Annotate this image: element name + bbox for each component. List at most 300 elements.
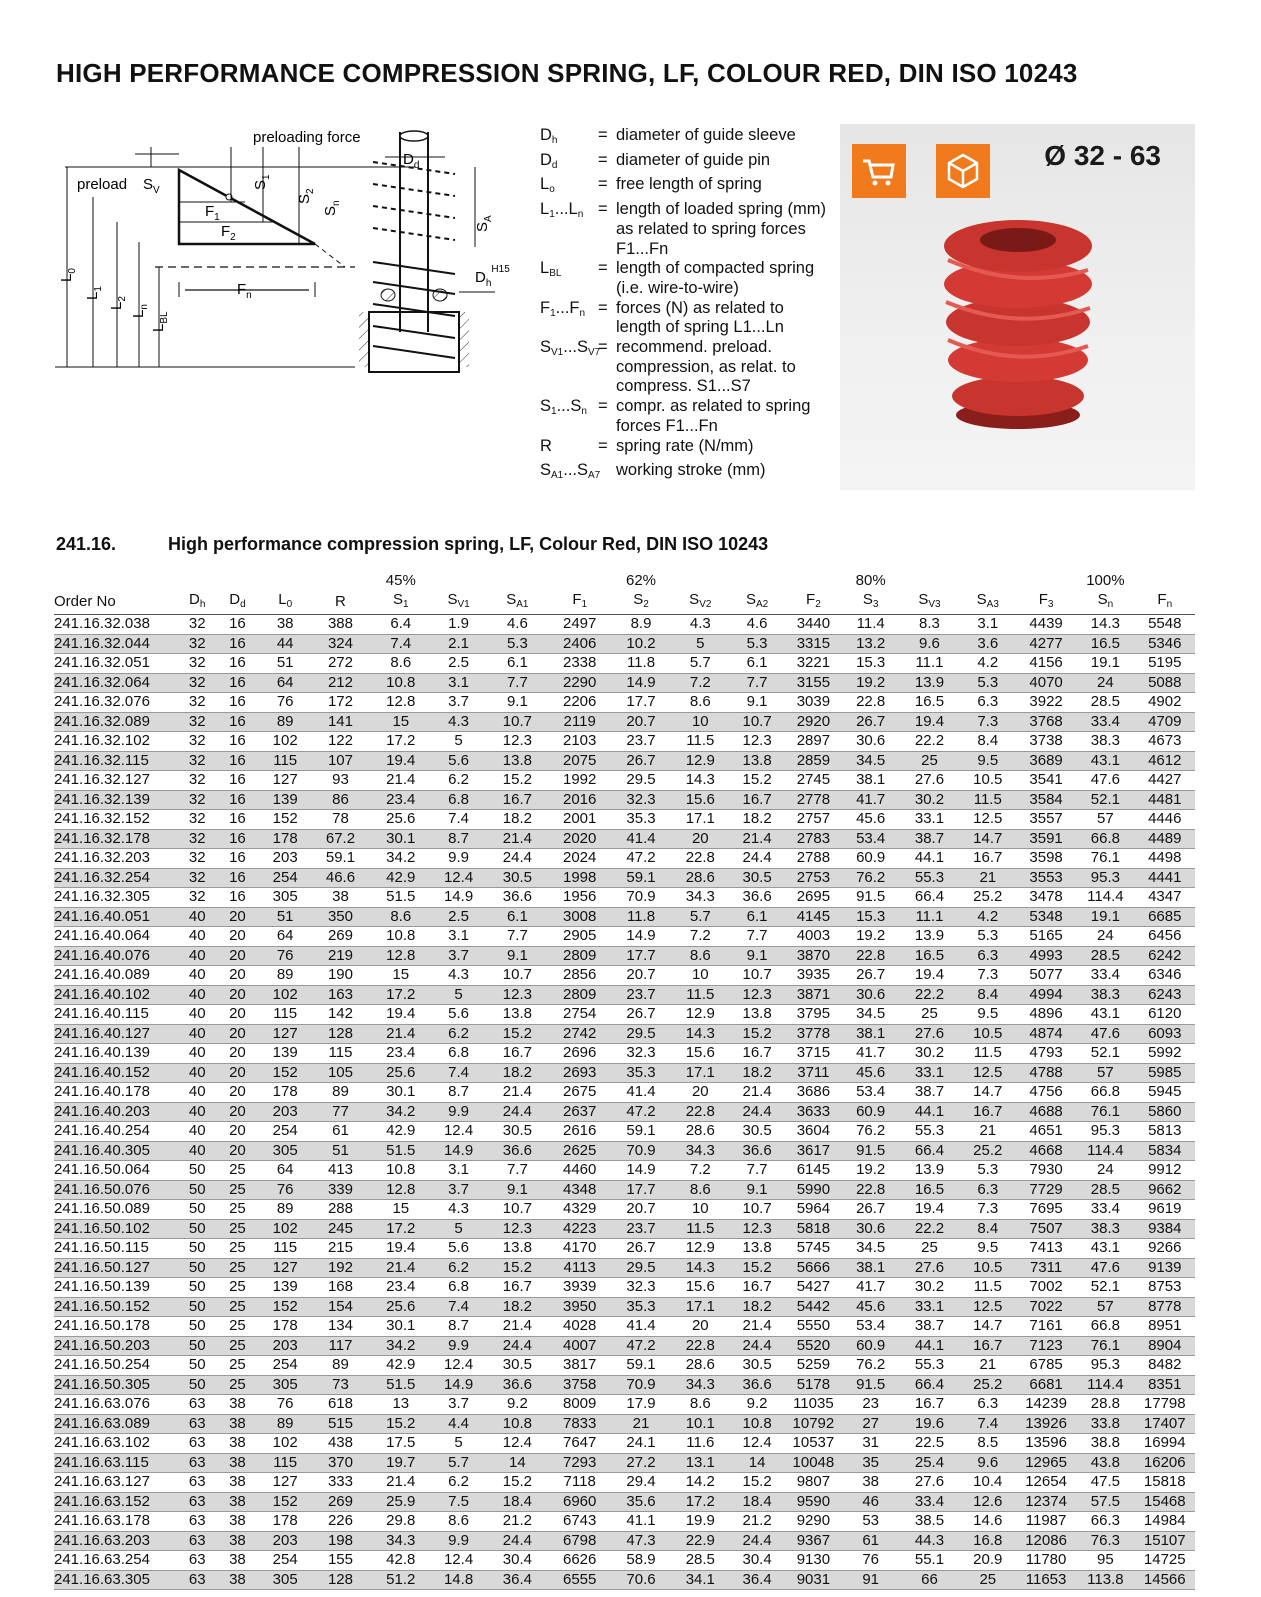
table-row xyxy=(54,985,1195,1005)
table-cell: 40 xyxy=(180,1122,215,1142)
table-cell: 12.8 xyxy=(371,946,431,966)
order-number-cell: 241.16.32.064 xyxy=(54,673,180,693)
table-cell: 2675 xyxy=(549,1083,611,1103)
table-cell: 2.5 xyxy=(431,907,486,927)
table-cell: 3922 xyxy=(1016,693,1076,713)
table-cell: 4489 xyxy=(1135,829,1195,849)
order-number-cell: 241.16.32.115 xyxy=(54,751,180,771)
table-cell: 38.1 xyxy=(842,771,899,791)
percent-header: 62% xyxy=(625,572,657,589)
table-cell: 20 xyxy=(215,985,260,1005)
table-cell: 20 xyxy=(215,966,260,986)
table-cell: 3155 xyxy=(785,673,842,693)
table-cell: 21.2 xyxy=(729,1512,784,1532)
table-cell: 25.2 xyxy=(960,1141,1016,1161)
order-number-cell: 241.16.32.254 xyxy=(54,868,180,888)
table-cell: 13.8 xyxy=(729,1239,784,1259)
table-cell: 9.5 xyxy=(960,1005,1016,1025)
table-cell: 4145 xyxy=(785,907,842,927)
table-cell: 30.1 xyxy=(371,829,431,849)
table-cell: 3.7 xyxy=(431,693,486,713)
table-cell: 4156 xyxy=(1016,654,1076,674)
table-cell: 5.3 xyxy=(486,634,548,654)
table-cell: 26.7 xyxy=(842,1200,899,1220)
table-cell: 25.4 xyxy=(899,1453,959,1473)
table-cell: 24 xyxy=(1076,927,1134,947)
table-cell: 53 xyxy=(842,1512,899,1532)
table-cell: 42.9 xyxy=(371,1356,431,1376)
table-row xyxy=(54,1297,1195,1317)
table-cell: 8.4 xyxy=(960,732,1016,752)
table-cell: 63 xyxy=(180,1395,215,1415)
table-cell: 5 xyxy=(431,1434,486,1454)
table-cell: 27.6 xyxy=(899,771,959,791)
percent-header xyxy=(431,572,486,591)
table-cell: 4113 xyxy=(549,1258,611,1278)
table-cell: 17407 xyxy=(1135,1414,1195,1434)
table-cell: 38.8 xyxy=(1076,1434,1134,1454)
table-cell: 8753 xyxy=(1135,1278,1195,1298)
table-cell: 51 xyxy=(260,654,310,674)
table-cell: 5.6 xyxy=(431,1239,486,1259)
table-cell: 9807 xyxy=(785,1473,842,1493)
table-row xyxy=(54,1161,1195,1181)
table-cell: 18.4 xyxy=(486,1492,548,1512)
table-cell: 25 xyxy=(215,1317,260,1337)
column-header: $S_3$ xyxy=(842,591,899,615)
table-cell: 2497 xyxy=(549,615,611,635)
table-cell: 20 xyxy=(215,1102,260,1122)
table-cell: 8.7 xyxy=(431,1083,486,1103)
table-cell: 25.2 xyxy=(960,888,1016,908)
table-cell: 76 xyxy=(842,1551,899,1571)
table-cell: 16.5 xyxy=(1076,634,1134,654)
section-code: 241.16. xyxy=(56,534,117,554)
table-cell: 7.7 xyxy=(486,927,548,947)
table-cell: 63 xyxy=(180,1414,215,1434)
table-cell: 21 xyxy=(960,1122,1016,1142)
table-cell: 66.4 xyxy=(899,888,959,908)
table-cell: 28.5 xyxy=(1076,693,1134,713)
table-cell: 3604 xyxy=(785,1122,842,1142)
table-cell: 5 xyxy=(431,985,486,1005)
table-cell: 269 xyxy=(310,1492,370,1512)
table-cell: 305 xyxy=(260,1141,310,1161)
table-cell: 6346 xyxy=(1135,966,1195,986)
table-cell: 38 xyxy=(215,1492,260,1512)
table-cell: 33.4 xyxy=(1076,1200,1134,1220)
table-cell: 29.5 xyxy=(611,1258,671,1278)
table-cell: 13.9 xyxy=(899,1161,959,1181)
table-row xyxy=(54,927,1195,947)
table-cell: 7.3 xyxy=(960,966,1016,986)
table-cell: 2859 xyxy=(785,751,842,771)
table-cell: 40 xyxy=(180,907,215,927)
table-cell: 139 xyxy=(260,790,310,810)
percent-header xyxy=(215,572,260,591)
table-cell: 16.7 xyxy=(899,1395,959,1415)
table-cell: 8.6 xyxy=(671,1180,729,1200)
order-number-cell: 241.16.50.178 xyxy=(54,1317,180,1337)
table-row xyxy=(54,888,1195,908)
table-cell: 127 xyxy=(260,1473,310,1493)
table-cell: 2754 xyxy=(549,1005,611,1025)
table-cell: 21.4 xyxy=(371,771,431,791)
table-row xyxy=(54,1551,1195,1571)
order-number-cell: 241.16.63.102 xyxy=(54,1434,180,1454)
spring-data-table xyxy=(54,572,1195,1590)
table-cell: 3738 xyxy=(1016,732,1076,752)
table-cell: 6.2 xyxy=(431,771,486,791)
table-cell: 3221 xyxy=(785,654,842,674)
table-cell: 12.5 xyxy=(960,1063,1016,1083)
table-cell: 66.8 xyxy=(1076,829,1134,849)
3d-cube-icon[interactable] xyxy=(936,144,990,198)
table-cell: 10048 xyxy=(785,1453,842,1473)
shopping-cart-icon[interactable] xyxy=(852,144,906,198)
table-cell: 50 xyxy=(180,1161,215,1181)
table-cell: 3778 xyxy=(785,1024,842,1044)
table-cell: 178 xyxy=(260,1317,310,1337)
table-cell: 6.1 xyxy=(729,654,784,674)
table-row xyxy=(54,1473,1195,1493)
table-cell: 128 xyxy=(310,1024,370,1044)
table-cell: 215 xyxy=(310,1239,370,1259)
table-cell: 3.1 xyxy=(431,1161,486,1181)
table-cell: 4460 xyxy=(549,1161,611,1181)
table-cell: 38.7 xyxy=(899,1083,959,1103)
table-row xyxy=(54,1219,1195,1239)
table-cell: 22.9 xyxy=(671,1531,729,1551)
table-cell: 3541 xyxy=(1016,771,1076,791)
table-cell: 91.5 xyxy=(842,1141,899,1161)
table-cell: 13.8 xyxy=(486,751,548,771)
legend-row: $L_{BL}$ = length of compacted spring (i.e. wire-to-wire) xyxy=(540,259,830,298)
table-cell: 15107 xyxy=(1135,1531,1195,1551)
table-cell: 55.1 xyxy=(899,1551,959,1571)
table-cell: 12.4 xyxy=(431,1122,486,1142)
table-cell: 11.8 xyxy=(611,654,671,674)
table-cell: 13.1 xyxy=(671,1453,729,1473)
table-cell: 15.2 xyxy=(729,771,784,791)
table-cell: 22.8 xyxy=(842,1180,899,1200)
table-cell: 6145 xyxy=(785,1161,842,1181)
table-cell: 28.8 xyxy=(1076,1395,1134,1415)
column-header: $F_2$ xyxy=(785,591,842,615)
table-cell: 192 xyxy=(310,1258,370,1278)
table-cell: 57 xyxy=(1076,810,1134,830)
table-cell: 57 xyxy=(1076,1297,1134,1317)
symbol-legend xyxy=(540,126,830,486)
table-cell: 30.5 xyxy=(729,1122,784,1142)
order-number-cell: 241.16.40.127 xyxy=(54,1024,180,1044)
table-cell: 115 xyxy=(260,1453,310,1473)
table-cell: 7507 xyxy=(1016,1219,1076,1239)
table-cell: 33.1 xyxy=(899,1297,959,1317)
table-row xyxy=(54,693,1195,713)
table-cell: 13926 xyxy=(1016,1414,1076,1434)
table-cell: 12.3 xyxy=(486,1219,548,1239)
table-cell: 27 xyxy=(842,1414,899,1434)
table-cell: 20 xyxy=(215,927,260,947)
table-cell: 5745 xyxy=(785,1239,842,1259)
table-row xyxy=(54,868,1195,888)
table-cell: 25 xyxy=(215,1239,260,1259)
table-cell: 8482 xyxy=(1135,1356,1195,1376)
table-cell: 3478 xyxy=(1016,888,1076,908)
table-cell: 305 xyxy=(260,888,310,908)
table-cell: 38 xyxy=(310,888,370,908)
table-cell: 3.7 xyxy=(431,946,486,966)
table-cell: 127 xyxy=(260,771,310,791)
table-cell: 28.6 xyxy=(671,1356,729,1376)
table-cell: 9.9 xyxy=(431,1102,486,1122)
legend-row: $S_1...S_n$ = compr. as related to spring forces F1...Fn xyxy=(540,397,830,436)
table-cell: 30.6 xyxy=(842,1219,899,1239)
table-cell: 27.6 xyxy=(899,1024,959,1044)
table-cell: 13.8 xyxy=(729,1005,784,1025)
table-cell: 29.5 xyxy=(611,1024,671,1044)
table-cell: 16 xyxy=(215,790,260,810)
table-cell: 7.2 xyxy=(671,673,729,693)
table-cell: 7293 xyxy=(549,1453,611,1473)
percent-header xyxy=(899,572,959,591)
order-number-cell: 241.16.63.127 xyxy=(54,1473,180,1493)
table-cell: 51 xyxy=(310,1141,370,1161)
table-cell: 18.2 xyxy=(729,1297,784,1317)
table-cell: 15.6 xyxy=(671,1044,729,1064)
table-cell: 5.3 xyxy=(960,927,1016,947)
table-cell: 4788 xyxy=(1016,1063,1076,1083)
table-cell: 172 xyxy=(310,693,370,713)
order-number-cell: 241.16.32.089 xyxy=(54,712,180,732)
table-cell: 3715 xyxy=(785,1044,842,1064)
table-cell: 41.4 xyxy=(611,1317,671,1337)
legend-text: recommend. preload. compression, as relat. to compress. S1...S7 xyxy=(616,338,796,396)
table-cell: 60.9 xyxy=(842,849,899,869)
table-cell: 14.8 xyxy=(431,1570,486,1590)
table-cell: 7.2 xyxy=(671,927,729,947)
table-cell: 11.8 xyxy=(611,907,671,927)
table-cell: 7.7 xyxy=(486,673,548,693)
table-cell: 16.7 xyxy=(729,1044,784,1064)
table-cell: 53.4 xyxy=(842,1317,899,1337)
table-cell: 12.3 xyxy=(729,985,784,1005)
order-number-cell: 241.16.50.064 xyxy=(54,1161,180,1181)
table-cell: 25.6 xyxy=(371,810,431,830)
table-cell: 190 xyxy=(310,966,370,986)
table-cell: 24 xyxy=(1076,1161,1134,1181)
table-cell: 43.1 xyxy=(1076,1239,1134,1259)
table-cell: 2753 xyxy=(785,868,842,888)
table-cell: 4481 xyxy=(1135,790,1195,810)
table-cell: 127 xyxy=(260,1258,310,1278)
table-cell: 15.2 xyxy=(371,1414,431,1434)
table-cell: 50 xyxy=(180,1356,215,1376)
table-cell: 76 xyxy=(260,1180,310,1200)
table-cell: 52.1 xyxy=(1076,790,1134,810)
column-header: $S_1$ xyxy=(371,591,431,615)
table-cell: 91.5 xyxy=(842,1375,899,1395)
table-cell: 350 xyxy=(310,907,370,927)
table-cell: 73 xyxy=(310,1375,370,1395)
table-cell: 51.5 xyxy=(371,1141,431,1161)
table-cell: 13 xyxy=(371,1395,431,1415)
table-cell: 76 xyxy=(260,946,310,966)
table-cell: 305 xyxy=(260,1375,310,1395)
table-row xyxy=(54,1356,1195,1376)
table-cell: 12.4 xyxy=(431,868,486,888)
table-cell: 3870 xyxy=(785,946,842,966)
order-number-cell: 241.16.50.254 xyxy=(54,1356,180,1376)
table-cell: 6743 xyxy=(549,1512,611,1532)
table-cell: 1992 xyxy=(549,771,611,791)
table-cell: 19.7 xyxy=(371,1453,431,1473)
table-cell: 38 xyxy=(215,1531,260,1551)
table-cell: 66.4 xyxy=(899,1141,959,1161)
table-cell: 43.1 xyxy=(1076,751,1134,771)
table-cell: 5195 xyxy=(1135,654,1195,674)
table-cell: 11.5 xyxy=(960,790,1016,810)
table-cell: 254 xyxy=(260,1356,310,1376)
table-cell: 58.9 xyxy=(611,1551,671,1571)
table-row xyxy=(54,1317,1195,1337)
table-cell: 50 xyxy=(180,1375,215,1395)
table-cell: 24.1 xyxy=(611,1434,671,1454)
table-cell: 4688 xyxy=(1016,1102,1076,1122)
table-cell: 59.1 xyxy=(611,1356,671,1376)
table-cell: 20 xyxy=(215,1063,260,1083)
table-cell: 59.1 xyxy=(611,868,671,888)
table-row xyxy=(54,712,1195,732)
table-cell: 33.4 xyxy=(1076,712,1134,732)
table-cell: 7.7 xyxy=(729,1161,784,1181)
table-cell: 8904 xyxy=(1135,1336,1195,1356)
table-cell: 36.4 xyxy=(729,1570,784,1590)
table-cell: 18.2 xyxy=(486,810,548,830)
table-cell: 30.5 xyxy=(486,1122,548,1142)
table-cell: 12086 xyxy=(1016,1531,1076,1551)
table-cell: 9384 xyxy=(1135,1219,1195,1239)
table-cell: 10792 xyxy=(785,1414,842,1434)
table-cell: 5550 xyxy=(785,1317,842,1337)
table-cell: 2119 xyxy=(549,712,611,732)
table-cell: 5666 xyxy=(785,1258,842,1278)
table-cell: 38.7 xyxy=(899,1317,959,1337)
table-cell: 1998 xyxy=(549,868,611,888)
table-cell: 57 xyxy=(1076,1063,1134,1083)
table-cell: 7.5 xyxy=(431,1492,486,1512)
table-cell: 7833 xyxy=(549,1414,611,1434)
table-cell: 12.4 xyxy=(431,1551,486,1571)
table-cell: 2905 xyxy=(549,927,611,947)
table-cell: 16.5 xyxy=(899,693,959,713)
table-cell: 9619 xyxy=(1135,1200,1195,1220)
table-cell: 4427 xyxy=(1135,771,1195,791)
table-cell: 5077 xyxy=(1016,966,1076,986)
table-cell: 102 xyxy=(260,985,310,1005)
table-cell: 5818 xyxy=(785,1219,842,1239)
table-cell: 16 xyxy=(215,829,260,849)
table-cell: 3935 xyxy=(785,966,842,986)
table-cell: 15.2 xyxy=(486,771,548,791)
table-cell: 22.8 xyxy=(842,693,899,713)
table-cell: 67.2 xyxy=(310,829,370,849)
table-cell: 413 xyxy=(310,1161,370,1181)
table-cell: 2695 xyxy=(785,888,842,908)
table-cell: 36.6 xyxy=(486,1375,548,1395)
order-number-cell: 241.16.63.254 xyxy=(54,1551,180,1571)
table-cell: 35.3 xyxy=(611,1063,671,1083)
table-cell: 10.7 xyxy=(729,1200,784,1220)
table-cell: 6.3 xyxy=(960,1395,1016,1415)
table-cell: 32 xyxy=(180,712,215,732)
table-cell: 5 xyxy=(671,634,729,654)
table-cell: 2024 xyxy=(549,849,611,869)
table-cell: 89 xyxy=(260,966,310,986)
table-cell: 89 xyxy=(260,1200,310,1220)
table-cell: 10 xyxy=(671,712,729,732)
percent-header xyxy=(54,572,180,591)
table-cell: 34.1 xyxy=(671,1570,729,1590)
table-cell: 4.6 xyxy=(729,615,784,635)
table-cell: 95.3 xyxy=(1076,1122,1134,1142)
table-cell: 4896 xyxy=(1016,1005,1076,1025)
table-cell: 20.7 xyxy=(611,966,671,986)
table-cell: 36.6 xyxy=(486,888,548,908)
table-cell: 254 xyxy=(260,868,310,888)
table-row xyxy=(54,771,1195,791)
table-cell: 5088 xyxy=(1135,673,1195,693)
table-cell: 19.4 xyxy=(371,751,431,771)
table-cell: 25 xyxy=(899,1005,959,1025)
table-cell: 4347 xyxy=(1135,888,1195,908)
table-cell: 34.5 xyxy=(842,751,899,771)
table-cell: 6555 xyxy=(549,1570,611,1590)
table-cell: 3.1 xyxy=(960,615,1016,635)
table-cell: 38 xyxy=(215,1414,260,1434)
table-cell: 5 xyxy=(431,1219,486,1239)
table-cell: 13596 xyxy=(1016,1434,1076,1454)
table-cell: 6120 xyxy=(1135,1005,1195,1025)
percent-header xyxy=(1135,572,1195,591)
table-cell: 4.3 xyxy=(431,1200,486,1220)
table-cell: 115 xyxy=(260,751,310,771)
table-cell: 95.3 xyxy=(1076,868,1134,888)
table-cell: 4.2 xyxy=(960,907,1016,927)
percent-header: 100% xyxy=(1086,572,1125,589)
table-cell: 4.3 xyxy=(671,615,729,635)
table-cell: 24 xyxy=(1076,673,1134,693)
table-cell: 24.4 xyxy=(729,1102,784,1122)
table-cell: 6243 xyxy=(1135,985,1195,1005)
order-number-cell: 241.16.63.178 xyxy=(54,1512,180,1532)
table-cell: 21.4 xyxy=(729,1317,784,1337)
svg-text:L0: $L_0$ xyxy=(58,268,78,282)
table-cell: 7695 xyxy=(1016,1200,1076,1220)
column-header: $L_0$ xyxy=(260,591,310,615)
table-cell: 8.9 xyxy=(611,615,671,635)
table-cell: 34.3 xyxy=(371,1531,431,1551)
table-cell: 8.6 xyxy=(671,1395,729,1415)
table-cell: 15.2 xyxy=(486,1258,548,1278)
table-cell: 40 xyxy=(180,966,215,986)
table-cell: 2206 xyxy=(549,693,611,713)
table-cell: 45.6 xyxy=(842,1063,899,1083)
table-cell: 6798 xyxy=(549,1531,611,1551)
table-cell: 12.9 xyxy=(671,1239,729,1259)
table-cell: 32.3 xyxy=(611,1278,671,1298)
